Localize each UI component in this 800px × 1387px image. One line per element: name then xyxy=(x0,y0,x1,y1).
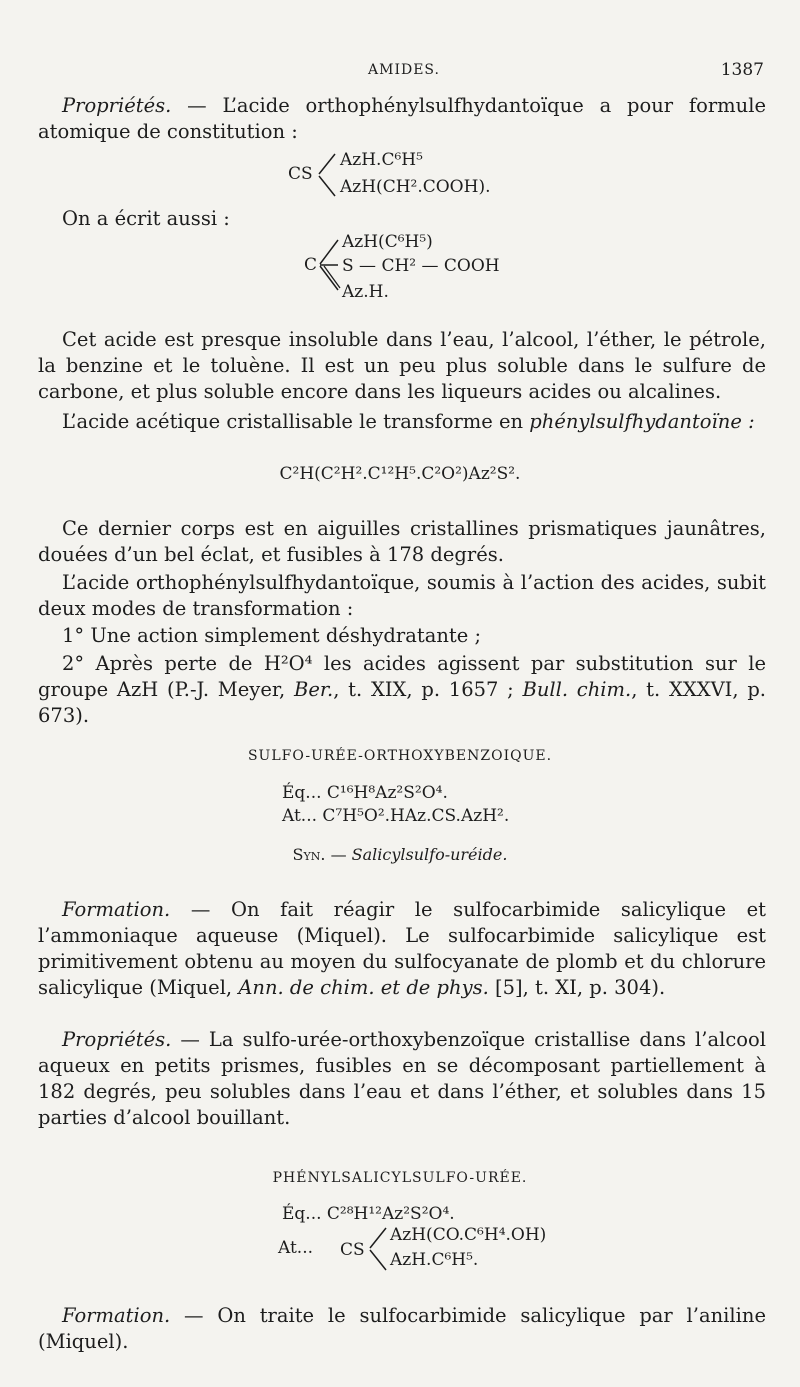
synonym-line xyxy=(0,845,800,864)
at-line1: AzH(CO.C⁶H⁴.OH) xyxy=(390,1225,547,1245)
atomic-formula: At... C⁷H⁵O².HAz.CS.AzH². xyxy=(282,806,510,826)
formula-2-bonds xyxy=(316,238,340,296)
citation-ber: Ber. xyxy=(293,678,334,701)
paragraph-transformation: L’acide orthophénylsulfhydantoïque, soumis à l’action des acides, subit deux modes de transformation : xyxy=(38,571,766,620)
at-label: At... xyxy=(278,1238,314,1258)
proprietes-2-heading: Propriétés. xyxy=(62,1028,172,1051)
formula-1-line1: AzH.C⁶H⁵ xyxy=(340,150,423,170)
ecrit-aussi: On a écrit aussi : xyxy=(62,207,230,230)
syn-label: Syn. — xyxy=(292,845,352,864)
formula-2-c: C xyxy=(304,255,318,275)
paragraph-acetic: L’acide acétique cristallisable le transforme en phénylsulfhydantoïne : xyxy=(62,410,755,433)
at-cs: CS xyxy=(340,1240,365,1260)
formula-1-line2: AzH(CH².COOH). xyxy=(340,177,491,197)
list-item-1: 1° Une action simplement déshydratante ; xyxy=(62,624,482,647)
formula-2-line2: S — CH² — COOH xyxy=(342,256,500,276)
equivalent-formula-2: Éq... C²⁸H¹²Az²S²O⁴. xyxy=(282,1204,455,1224)
formula-2-line1: AzH(C⁶H⁵) xyxy=(342,232,433,252)
formula-3: C²H(C²H².C¹²H⁵.C²O²)Az²S². xyxy=(279,464,521,484)
at-bracket xyxy=(368,1226,388,1272)
section-title-phenylsalicyl: PHÉNYLSALICYLSULFO-URÉE. xyxy=(272,1170,528,1186)
page-header xyxy=(0,60,800,84)
paragraph-solubility: Cet acide est presque insoluble dans l’eau, l’alcool, l’éther, le pétrole, la benzine et le toluène. Il est un peu plus soluble dans le sulfure de carbone, et plus soluble encore dans les liqueurs acides ou alcalines. xyxy=(38,328,766,403)
section-title-sulfo-uree: SULFO-URÉE-ORTHOXYBENZOIQUE. xyxy=(247,748,553,764)
proprietes-2-paragraph: Propriétés. — La sulfo-urée-orthoxybenzoïque cristallise dans l’alcool aqueux en petits prismes, fusibles en se décomposant partiellement à 182 degrés, peu solubles dans l’eau et dans l’éther, et solubles dans 15 parties d’alcool bouillant. xyxy=(38,1028,766,1129)
equivalent-formula: Éq... C¹⁶H⁸Az²S²O⁴. xyxy=(282,783,448,803)
proprietes-heading: Propriétés. xyxy=(62,94,172,117)
list-item-2: 2° Après perte de H²O⁴ les acides agissent par substitution sur le groupe AzH (P.-J. Meyer, Ber., t. XIX, p. 1657 ; Bull. chim., t. XXXVI, p. 673). xyxy=(38,652,767,727)
synonym: Salicylsulfo-uréide. xyxy=(351,845,508,864)
proprietes-paragraph: Propriétés. — L’acide orthophénylsulfhydantoïque a pour formule atomique de constitution : xyxy=(38,94,766,143)
citation-ann-chim: Ann. de chim. et de phys. xyxy=(238,976,489,999)
phenylsulfhydantoine-term: phénylsulfhydantoïne : xyxy=(529,410,755,433)
formation-2-heading: Formation. xyxy=(62,1304,171,1327)
formation-2-paragraph: Formation. — On traite le sulfocarbimide salicylique par l’aniline (Miquel). xyxy=(38,1304,766,1353)
citation-bull-chim: Bull. chim. xyxy=(522,678,632,701)
formula-1-cs: CS xyxy=(288,164,313,184)
running-title: AMIDES. xyxy=(368,62,440,78)
at-line2: AzH.C⁶H⁵. xyxy=(390,1250,479,1270)
page-number: 1387 xyxy=(720,60,764,80)
formation-heading: Formation. xyxy=(62,898,171,921)
formula-2-line3: Az.H. xyxy=(342,282,389,302)
paragraph-crystals: Ce dernier corps est en aiguilles cristallines prismatiques jaunâtres, douées d’un bel éclat, et fusibles à 178 degrés. xyxy=(38,517,766,566)
formula-1-bracket xyxy=(317,152,337,198)
formation-paragraph: Formation. — On fait réagir le sulfocarbimide salicylique et l’ammoniaque aqueuse (Miquel). Le sulfocarbimide salicylique est primitivement obtenu au moyen du sulfocyanate de plomb et du chlorure salicylique (Miquel, Ann. de chim. et de phys. [5], t. XI, p. 304). xyxy=(38,898,766,999)
